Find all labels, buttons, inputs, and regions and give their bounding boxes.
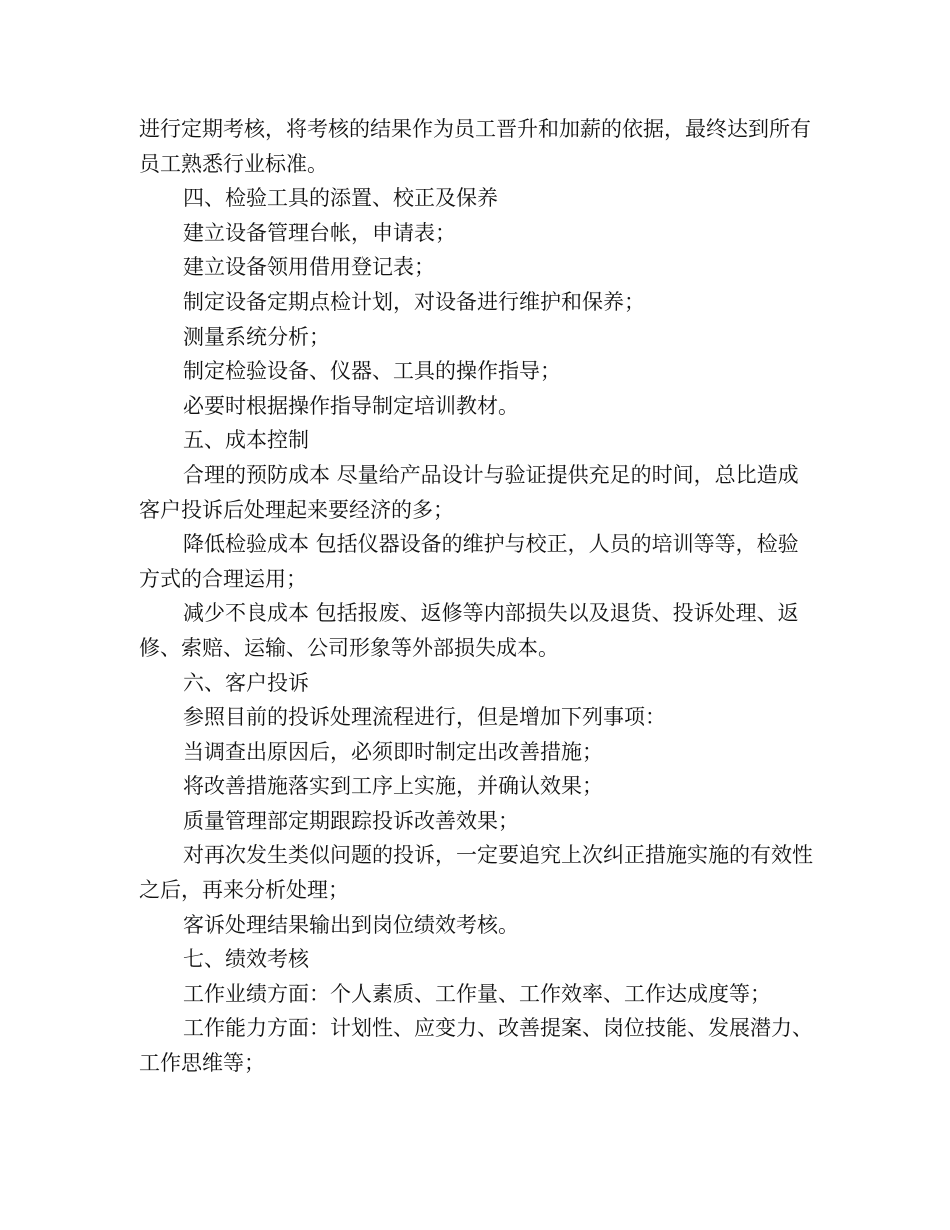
paragraph-1: 进行定期考核，将考核的结果作为员工晋升和加薪的依据，最终达到所有员工熟悉行业标准。 (139, 117, 811, 176)
paragraph-12: 当调查出原因后，必须即时制定出改善措施； (183, 739, 603, 764)
document-body (139, 112, 819, 1081)
paragraph-9: 降低检验成本 包括仪器设备的维护与校正，人员的培训等等，检验方式的合理运用； (139, 532, 799, 591)
paragraph-15: 对再次发生类似问题的投诉，一定要追究上次纠正措施实施的有效性之后，再来分析处理； (139, 843, 813, 903)
paragraph-7: 必要时根据操作指导制定培训教材。 (183, 393, 519, 418)
paragraph-5: 测量系统分析； (183, 324, 330, 349)
paragraph-11: 参照目前的投诉处理流程进行，但是增加下列事项： (183, 705, 666, 730)
section-heading-7: 七、绩效考核 (183, 947, 309, 972)
paragraph-2: 建立设备管理台帐，申请表； (183, 220, 456, 245)
paragraph-13: 将改善措施落实到工序上实施，并确认效果； (183, 774, 603, 799)
paragraph-16: 客诉处理结果输出到岗位绩效考核。 (183, 912, 519, 937)
paragraph-3: 建立设备领用借用登记表； (183, 255, 435, 280)
paragraph-18: 工作能力方面：计划性、应变力、改善提案、岗位技能、发展潜力、工作思维等； (139, 1016, 813, 1076)
paragraph-14: 质量管理部定期跟踪投诉改善效果； (183, 808, 519, 833)
paragraph-10: 减少不良成本 包括报废、返修等内部损失以及退货、投诉处理、返修、索赔、运输、公司形象等外部损失成本。 (139, 601, 799, 660)
section-heading-4: 四、检验工具的添置、校正及保养 (183, 186, 498, 211)
section-heading-5: 五、成本控制 (183, 428, 309, 453)
paragraph-17: 工作业绩方面：个人素质、工作量、工作效率、工作达成度等； (183, 981, 771, 1006)
paragraph-6: 制定检验设备、仪器、工具的操作指导； (183, 359, 561, 384)
paragraph-8: 合理的预防成本 尽量给产品设计与验证提供充足的时间，总比造成客户投诉后处理起来要经济的多； (139, 462, 799, 522)
section-heading-6: 六、客户投诉 (183, 670, 309, 695)
paragraph-4: 制定设备定期点检计划，对设备进行维护和保养； (183, 289, 645, 314)
